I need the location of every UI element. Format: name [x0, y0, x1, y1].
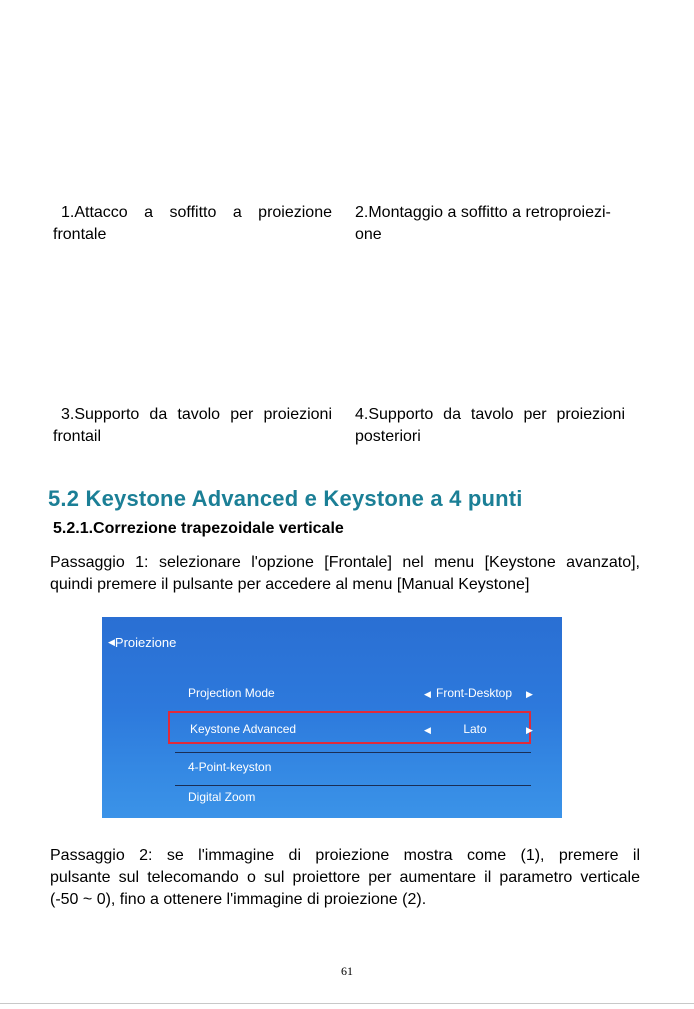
menu-item-4-point-keystone[interactable]	[188, 758, 530, 778]
mounting-caption-1-line1: 1.Attacco a soffitto a proiezione	[61, 204, 332, 221]
step2-line2: pulsante sul telecomando o sul proiettore per aumentare il parametro verticale	[50, 869, 640, 886]
projection-mode-value: Front-Desktop	[436, 686, 513, 700]
menu-item-label: Keystone Advanced	[190, 722, 297, 736]
step1-paragraph	[50, 552, 640, 596]
mounting-caption-2-line1: 2.Montaggio a soffitto a retroproiezi-	[355, 204, 611, 221]
mounting-caption-4-line1: 4.Supporto da tavolo per proiezioni	[355, 406, 625, 423]
step1-line1: Passaggio 1: selezionare l'opzione [Frontale] nel menu [Keystone avanzato],	[50, 554, 640, 571]
mounting-caption-3-line2: frontail	[53, 428, 102, 445]
menu-item-digital-zoom[interactable]	[188, 788, 530, 808]
menu-item-projection-mode[interactable]	[188, 684, 533, 704]
page-number: 61	[341, 964, 353, 978]
projector-menu-screenshot	[102, 617, 562, 818]
arrow-right-icon[interactable]: ▶	[526, 689, 533, 699]
menu-back-button[interactable]	[108, 635, 176, 650]
mounting-caption-4-line2: posteriori	[355, 428, 421, 445]
mounting-caption-3-line1: 3.Supporto da tavolo per proiezioni	[61, 406, 332, 423]
step2-line1: Passaggio 2: se l'immagine di proiezione mostra come (1), premere il	[50, 847, 640, 864]
step2-line3: (-50 ~ 0), fino a ottenere l'immagine di proiezione (2).	[50, 891, 427, 908]
mounting-caption-2-line2: one	[355, 226, 382, 243]
menu-divider	[175, 785, 531, 786]
bottom-rule	[0, 1003, 694, 1004]
section-heading: 5.2 Keystone Advanced e Keystone a 4 punti	[48, 486, 523, 511]
arrow-left-icon[interactable]: ◀	[424, 689, 431, 699]
arrow-left-icon[interactable]: ◀	[424, 725, 431, 735]
step2-paragraph	[50, 845, 640, 911]
step1-line2: quindi premere il pulsante per accedere al menu [Manual Keystone]	[50, 576, 530, 593]
subsection-heading: 5.2.1.Correzione trapezoidale verticale	[53, 520, 344, 537]
menu-item-label: 4-Point-keyston	[188, 760, 272, 774]
menu-divider	[175, 752, 531, 753]
mounting-caption-1-line2: frontale	[53, 226, 107, 243]
menu-item-label: Digital Zoom	[188, 790, 256, 804]
menu-back-label: Proiezione	[114, 635, 177, 650]
menu-item-label: Projection Mode	[188, 686, 275, 700]
arrow-right-icon[interactable]: ▶	[526, 725, 533, 735]
menu-item-keystone-advanced[interactable]	[188, 720, 533, 740]
keystone-advanced-value: Lato	[463, 722, 487, 736]
back-arrow-icon: ◀	[108, 637, 115, 647]
